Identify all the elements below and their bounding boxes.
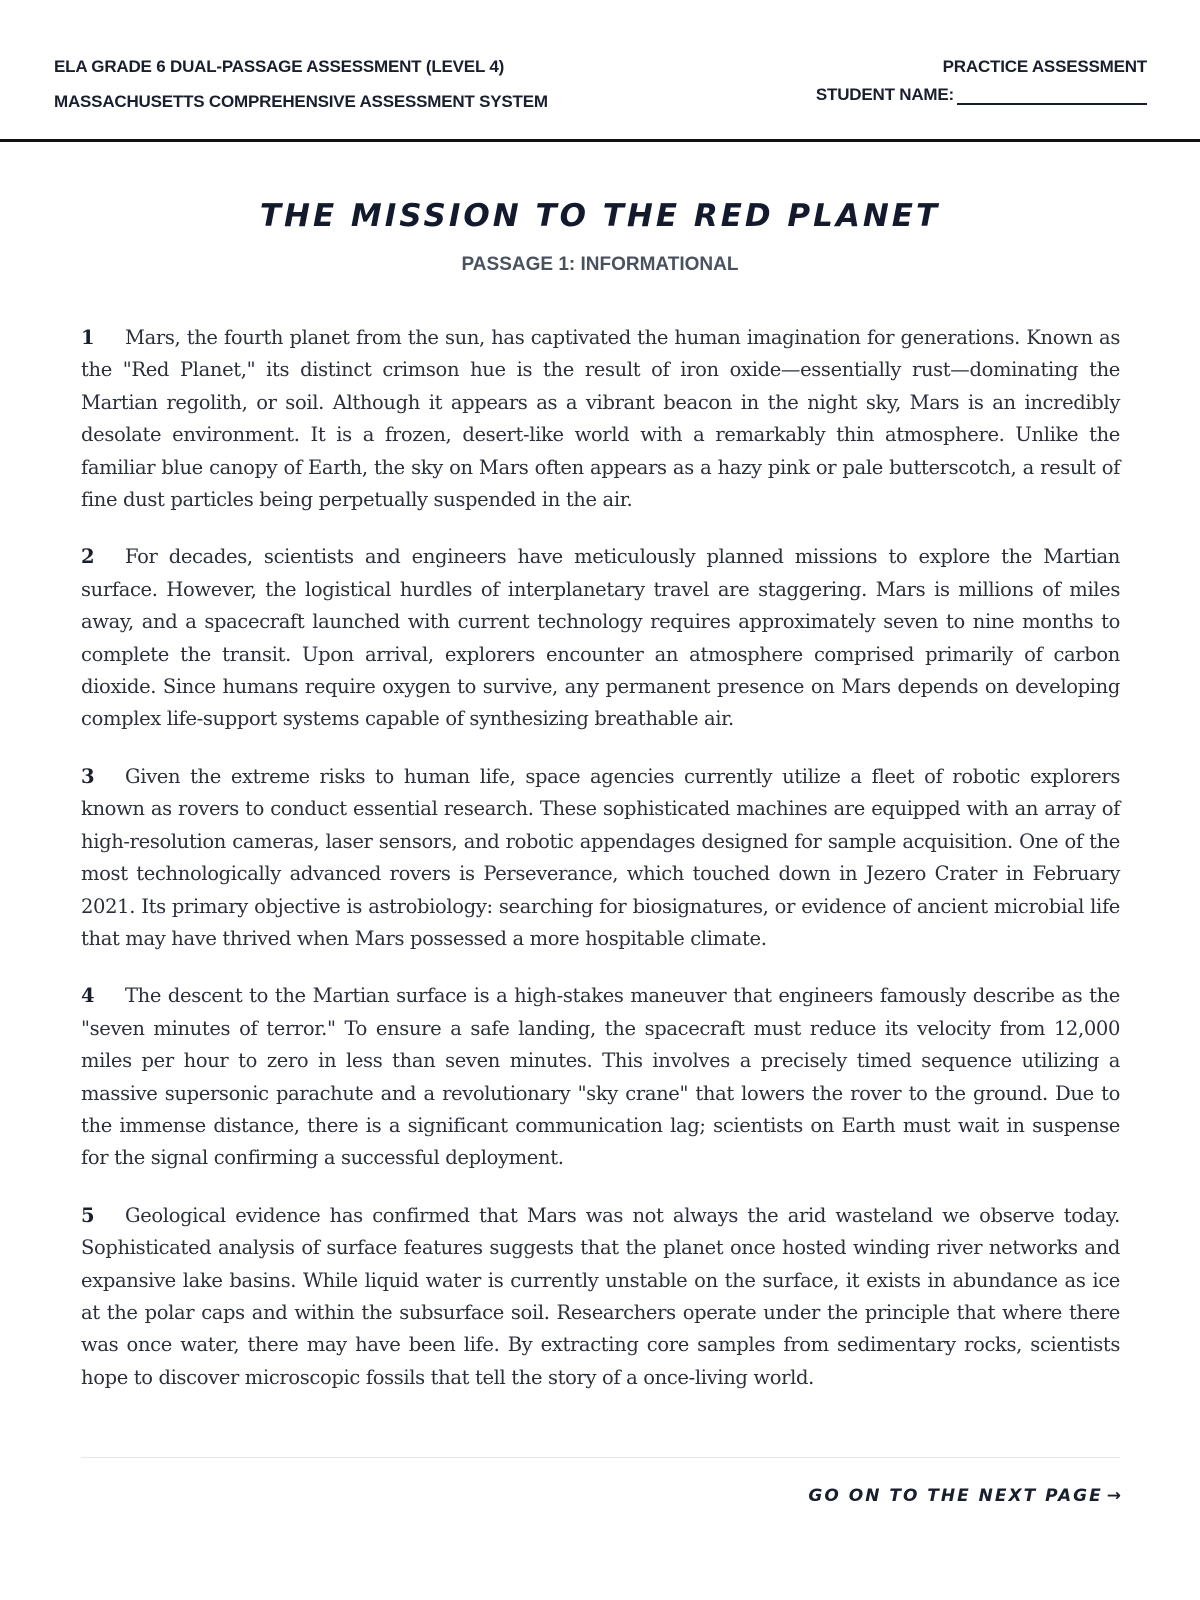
assessment-title: ELA GRADE 6 DUAL-PASSAGE ASSESSMENT (LEVEL 4) [54,57,505,76]
student-name-label: STUDENT NAME: [815,85,954,104]
paragraph-text: For decades, scientists and engineers have meticulously planned missions to explore the Martian surface. However, the logistical hurdles of interplanetary travel are staggering. Mars is millions of miles away, and a spacecraft launched with current technology requires approximately seven to nine months to complete the transit. Upon arrival, explorers encounter an atmosphere comprised primarily of carbon dioxide. Since humans require oxygen to survive, any permanent presence on Mars depends on developing complex life-support systems capable of synthesizing breathable air. [81,545,1120,731]
footer-divider [81,1457,1120,1458]
paragraph-number: 1 [81,326,95,349]
student-name-field[interactable] [957,85,1147,105]
paragraph-number: 4 [81,984,95,1008]
next-page-label: GO ON TO THE NEXT PAGE [808,1486,1103,1506]
practice-label: PRACTICE ASSESSMENT [942,57,1147,76]
passage-body [81,322,1120,1419]
paragraph-number: 5 [81,1203,95,1227]
paragraph-number: 3 [81,764,95,788]
passage-title: THE MISSION TO THE RED PLANET [259,198,941,234]
paragraph-2 [81,541,1120,735]
next-page-link[interactable] [808,1486,1121,1506]
paragraph-4 [81,980,1120,1174]
paragraph-number: 2 [81,545,95,569]
arrow-right-icon: → [1106,1486,1121,1506]
paragraph-text: Geological evidence has confirmed that Mars was not always the arid wasteland we observe today. Sophisticated analysis of surface features suggests that the planet once hosted winding river networks and expansive lake basins. While liquid water is currently unstable on the surface, it exists in abundance as ice at the polar caps and within the subsurface soil. Researchers operate under the principle that where there was once water, there may have been life. By extracting core samples from sedimentary rocks, scientists hope to discover microscopic fossils that tell the story of a once-living world. [81,1203,1120,1389]
passage-subtitle: PASSAGE 1: INFORMATIONAL [461,254,739,275]
paragraph-5 [81,1200,1120,1394]
paragraph-1 [81,322,1120,516]
paragraph-text: The descent to the Martian surface is a high-stakes maneuver that engineers famously describe as the "seven minutes of terror." To ensure a safe landing, the spacecraft must reduce its velocity from 12,000 miles per hour to zero in less than seven minutes. This involves a precisely timed sequence utilizing a massive supersonic parachute and a revolutionary "sky crane" that lowers the rover to the ground. Due to the immense distance, there is a significant communication lag; scientists on Earth must wait in suspense for the signal confirming a successful deployment. [81,984,1120,1170]
page-header [0,0,1200,142]
assessment-system: MASSACHUSETTS COMPREHENSIVE ASSESSMENT SYSTEM [54,92,548,111]
paragraph-3 [81,761,1120,955]
paragraph-text: Mars, the fourth planet from the sun, has captivated the human imagination for generations. Known as the "Red Planet," its distinct crimson hue is the result of iron oxide—essentially rust—dominating the Martian regolith, or soil. Although it appears as a vibrant beacon in the night sky, Mars is an incredibly desolate environment. It is a frozen, desert-like world with a remarkably thin atmosphere. Unlike the familiar blue canopy of Earth, the sky on Mars often appears as a hazy pink or pale butterscotch, a result of fine dust particles being perpetually suspended in the air. [81,326,1120,512]
paragraph-text: Given the extreme risks to human life, space agencies currently utilize a fleet of robotic explorers known as rovers to conduct essential research. These sophisticated machines are equipped with an array of high-resolution cameras, laser sensors, and robotic appendages designed for sample acquisition. One of the most technologically advanced rovers is Perseverance, which touched down in Jezero Crater in February 2021. Its primary objective is astrobiology: searching for biosignatures, or evidence of ancient microbial life that may have thrived when Mars possessed a more hospitable climate. [81,764,1120,950]
student-name-row [816,85,1147,105]
